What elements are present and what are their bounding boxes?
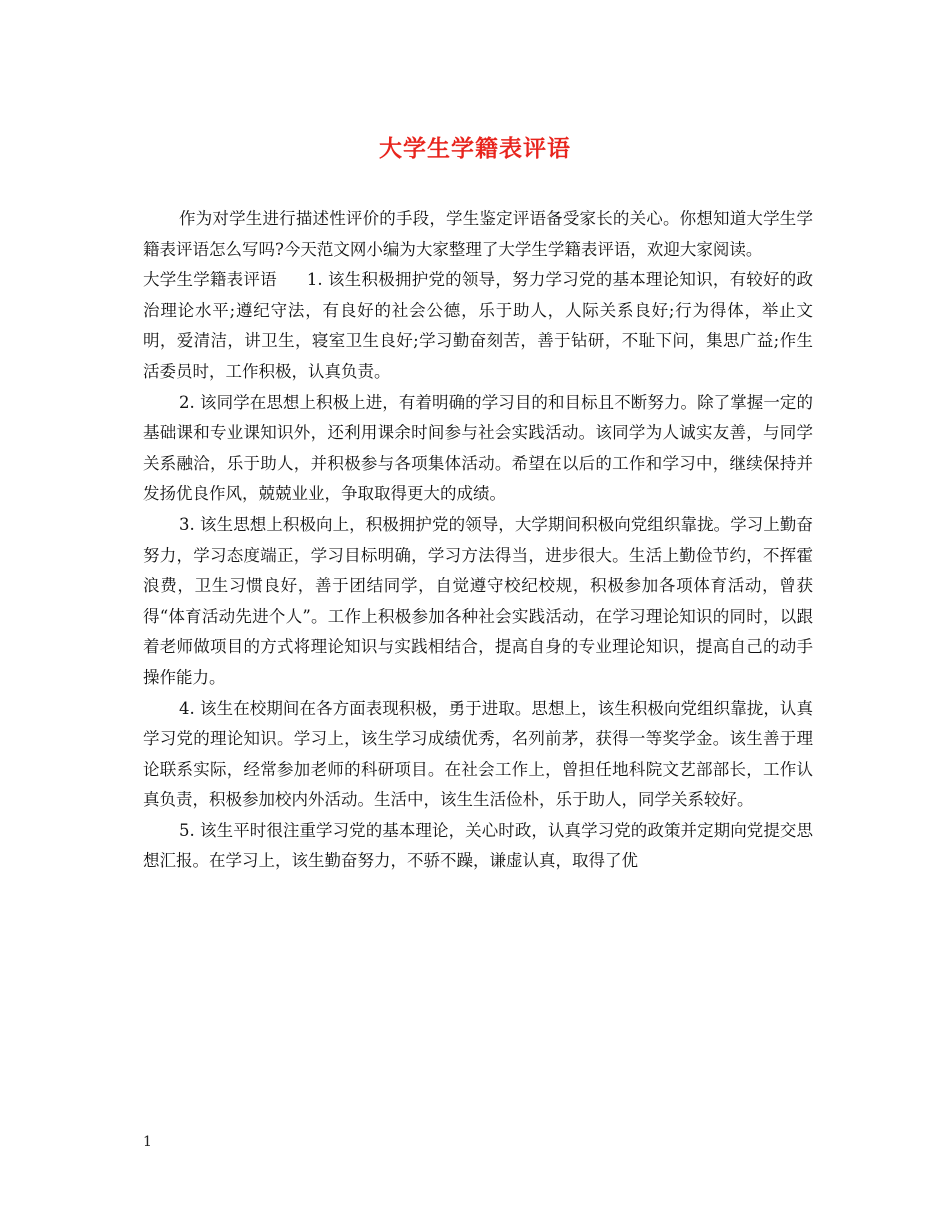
item-2-paragraph: 2. 该同学在思想上积极上进，有着明确的学习目的和目标且不断努力。除了掌握一定的基础课和专业课知识外，还利用课余时间参与社会实践活动。该同学为人诚实友善，与同学关系融洽，乐于助人，并积极参与各项集体活动。希望在以后的工作和学习中，继续保持并发扬优良作风，兢兢业业，争取取得更大的成绩。 <box>143 392 813 504</box>
section-paragraph-1 <box>143 265 813 387</box>
item-5-paragraph: 5. 该生平时很注重学习党的基本理论，关心时政，认真学习党的政策并定期向党提交思想汇报。在学习上，该生勤奋努力，不骄不躁，谦虚认真，取得了优 <box>143 820 813 871</box>
document-body <box>143 204 813 877</box>
document-title: 大学生学籍表评语 <box>379 135 571 162</box>
page-number: 1 <box>143 1134 152 1150</box>
item-4-paragraph: 4. 该生在校期间在各方面表现积极，勇于进取。思想上，该生积极向党组织靠拢，认真学习党的理论知识。学习上，该生学习成绩优秀，名列前茅，获得一等奖学金。该生善于理论联系实际，经常参加老师的科研项目。在社会工作上，曾担任地科院文艺部部长，工作认真负责，积极参加校内外活动。生活中，该生生活俭朴，乐于助人，同学关系较好。 <box>143 698 813 810</box>
item-3-paragraph: 3. 该生思想上积极向上，积极拥护党的领导，大学期间积极向党组织靠拢。学习上勤奋努力，学习态度端正，学习目标明确，学习方法得当，进步很大。生活上勤俭节约，不挥霍浪费，卫生习惯良好，善于团结同学，自觉遵守校纪校规，积极参加各项体育活动，曾获得“体育活动先进个人”。工作上积极参加各种社会实践活动，在学习理论知识的同时，以跟着老师做项目的方式将理论知识与实践相结合，提高自身的专业理论知识，提高自己的动手操作能力。 <box>143 514 813 687</box>
section-heading: 大学生学籍表评语 <box>143 270 277 290</box>
item-1-text: 1. 该生积极拥护党的领导，努力学习党的基本理论知识，有较好的政治理论水平;遵纪守法，有良好的社会公德，乐于助人，人际关系良好;行为得体，举止文明，爱清洁，讲卫生，寝室卫生良好;学习勤奋刻苦，善于钻研，不耻下问，集思广益;作生活委员时，工作积极，认真负责。 <box>143 270 813 381</box>
intro-paragraph: 作为对学生进行描述性评价的手段，学生鉴定评语备受家长的关心。你想知道大学生学籍表评语怎么写吗?今天范文网小编为大家整理了大学生学籍表评语，欢迎大家阅读。 <box>143 209 813 259</box>
